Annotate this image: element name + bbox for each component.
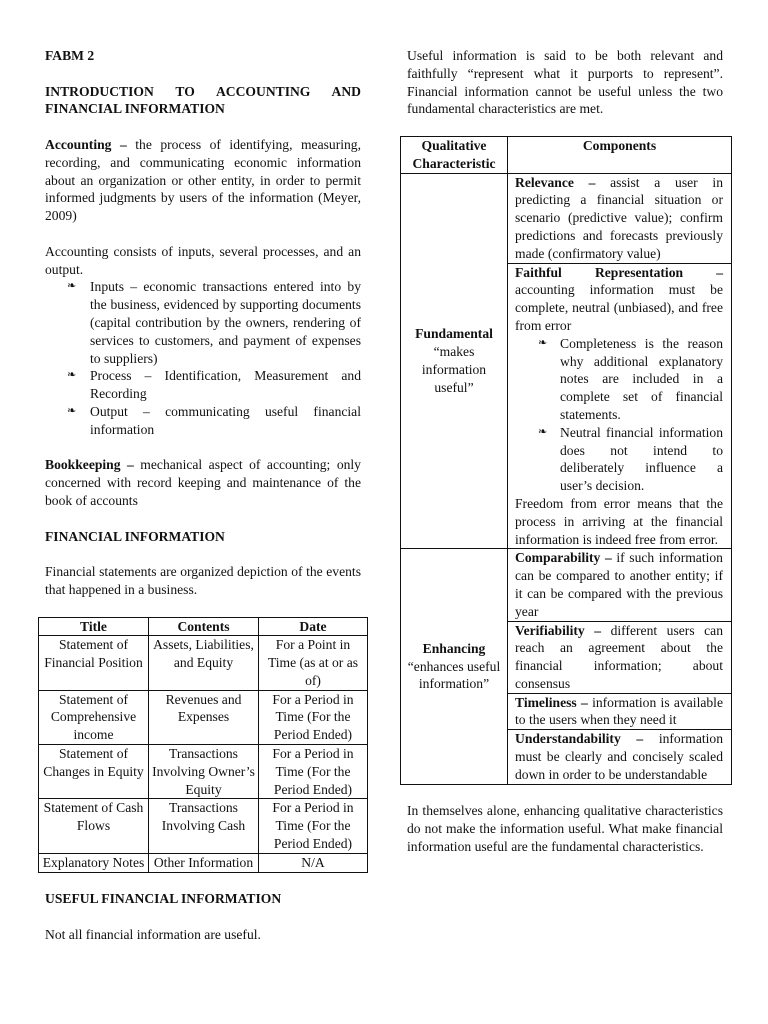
table-cell: For a Period in Time (For the Period Ended) — [259, 745, 368, 799]
table-cell: Other Information — [149, 853, 259, 872]
understandability-cell: Understandability – information must be clearly and concisely scaled down in order to be understandable — [508, 730, 732, 784]
bullet-icon: ❧ — [67, 404, 77, 417]
table-cell: Transactions Involving Owner’s Equity — [149, 745, 259, 799]
right-column — [407, 47, 723, 856]
enhancing-description: “enhances useful information” — [407, 658, 501, 692]
table-row — [39, 636, 368, 690]
table-cell: Statement of Comprehensive income — [39, 690, 149, 744]
table-cell: N/A — [259, 853, 368, 872]
bookkeeping-definition-text: mechanical aspect of accounting; only concerned with record keeping and maintenance of the book of accounts — [45, 457, 361, 508]
faithful-representation-cell — [508, 263, 732, 549]
bullet-icon: ❧ — [67, 280, 77, 293]
table-cell: Assets, Liabilities, and Equity — [149, 636, 259, 690]
table-header-row — [39, 617, 368, 636]
relevance-term: Relevance – — [515, 174, 596, 190]
fundamental-label: Fundamental — [415, 326, 493, 342]
column-header-title: Title — [39, 617, 149, 636]
accounting-term: Accounting – — [45, 136, 127, 152]
table-row — [39, 853, 368, 872]
timeliness-cell: Timeliness – information is available to the users when they need it — [508, 693, 732, 730]
table-cell: For a Period in Time (For the Period Ended) — [259, 799, 368, 853]
enhancing-label-cell — [401, 549, 508, 784]
list-item: ❧ Neutral financial information does not intend to deliberately influence a user’s decision. — [538, 424, 723, 494]
financial-statements-table — [38, 617, 368, 873]
table-header-row — [401, 136, 732, 173]
accounting-components-list — [45, 278, 361, 438]
section-heading-intro: INTRODUCTION TO ACCOUNTING AND FINANCIAL INFORMATION — [45, 83, 361, 117]
table-row — [39, 799, 368, 853]
relevance-text: assist a user in predicting a financial situation or scenario (predictive value); confirm predictions and forecasts previously made (confirmatory value) — [515, 174, 723, 261]
table-cell: Statement of Cash Flows — [39, 799, 149, 853]
column-header-date: Date — [259, 617, 368, 636]
table-cell: For a Period in Time (For the Period Ended) — [259, 690, 368, 744]
faithful-representation-term: Faithful Representation – — [515, 264, 723, 280]
column-header-qualitative-characteristic: Qualitative Characteristic — [401, 136, 508, 173]
financial-information-text: Financial statements are organized depiction of the events that happened in a business. — [45, 564, 361, 597]
table-cell: Revenues and Expenses — [149, 690, 259, 744]
relevance-cell — [508, 173, 732, 263]
accounting-definition — [45, 136, 361, 225]
list-item: ❧ Completeness is the reason why additional explanatory notes are included in a complete set of financial statements. — [538, 335, 723, 422]
course-title: FABM 2 — [45, 48, 95, 63]
fundamental-label-cell — [401, 173, 508, 549]
list-item: ❧ Process – Identification, Measurement and Recording — [67, 368, 361, 402]
table-cell: Explanatory Notes — [39, 853, 149, 872]
bookkeeping-term: Bookkeeping – — [45, 457, 134, 473]
faithful-representation-list — [515, 335, 723, 495]
table-cell: Transactions Involving Cash — [149, 799, 259, 853]
column-header-contents: Contents — [149, 617, 259, 636]
list-item: ❧ Inputs – economic transactions entered into by the business, evidenced by supporting documents (capital contribution by the owners, rendering of services to customers, and payment of expenses to suppliers) — [67, 279, 361, 366]
column-header-components: Components — [508, 136, 732, 173]
enhancing-label: Enhancing — [422, 640, 486, 656]
section-heading-financial-information: FINANCIAL INFORMATION — [45, 528, 225, 544]
accounting-consists-intro: Accounting consists of inputs, several processes, and an output. — [45, 243, 361, 277]
left-column — [42, 47, 361, 944]
freedom-from-error-text: Freedom from error means that the process in arriving at the financial information is indeed free from error. — [515, 495, 723, 547]
closing-paragraph: In themselves alone, enhancing qualitative characteristics do not make the information useful. What make financial information useful are the fundamental characteristics. — [407, 803, 723, 855]
table-cell: Statement of Financial Position — [39, 636, 149, 690]
useful-information-text: Not all financial information are useful. — [45, 927, 261, 943]
table-cell: For a Point in Time (as at or as of) — [259, 636, 368, 690]
useful-information-intro: Useful information is said to be both relevant and faithfully “represent what it purports to represent”. Financial information cannot be useful unless the two fundamental characteristics are met. — [407, 48, 723, 117]
accounting-definition-text: the process of identifying, measuring, recording, and communicating economic information about an organization or other entity, in order to permit informed judgments by users of the information (Meyer, 2009) — [45, 136, 361, 224]
table-row — [401, 173, 732, 263]
table-cell: Statement of Changes in Equity — [39, 745, 149, 799]
comparability-cell: Comparability – if such information can be compared to another entity; if it can be compared with the previous year — [508, 549, 732, 621]
table-row — [39, 690, 368, 744]
faithful-representation-text: accounting information must be complete, neutral (unbiased), and free from error — [515, 282, 723, 333]
bookkeeping-definition — [45, 456, 361, 509]
qualitative-characteristics-table — [400, 136, 732, 785]
table-row — [401, 549, 732, 621]
bullet-icon: ❧ — [538, 336, 548, 349]
bullet-icon: ❧ — [538, 425, 548, 438]
section-heading-useful-information: USEFUL FINANCIAL INFORMATION — [45, 891, 282, 907]
verifiability-cell: Verifiability – different users can reach an agreement about the financial information; about consensus — [508, 621, 732, 693]
fundamental-description: “makes information useful” — [421, 344, 487, 395]
bullet-icon: ❧ — [67, 369, 77, 382]
list-item: ❧ Output – communicating useful financial information — [67, 403, 361, 437]
table-row — [39, 745, 368, 799]
